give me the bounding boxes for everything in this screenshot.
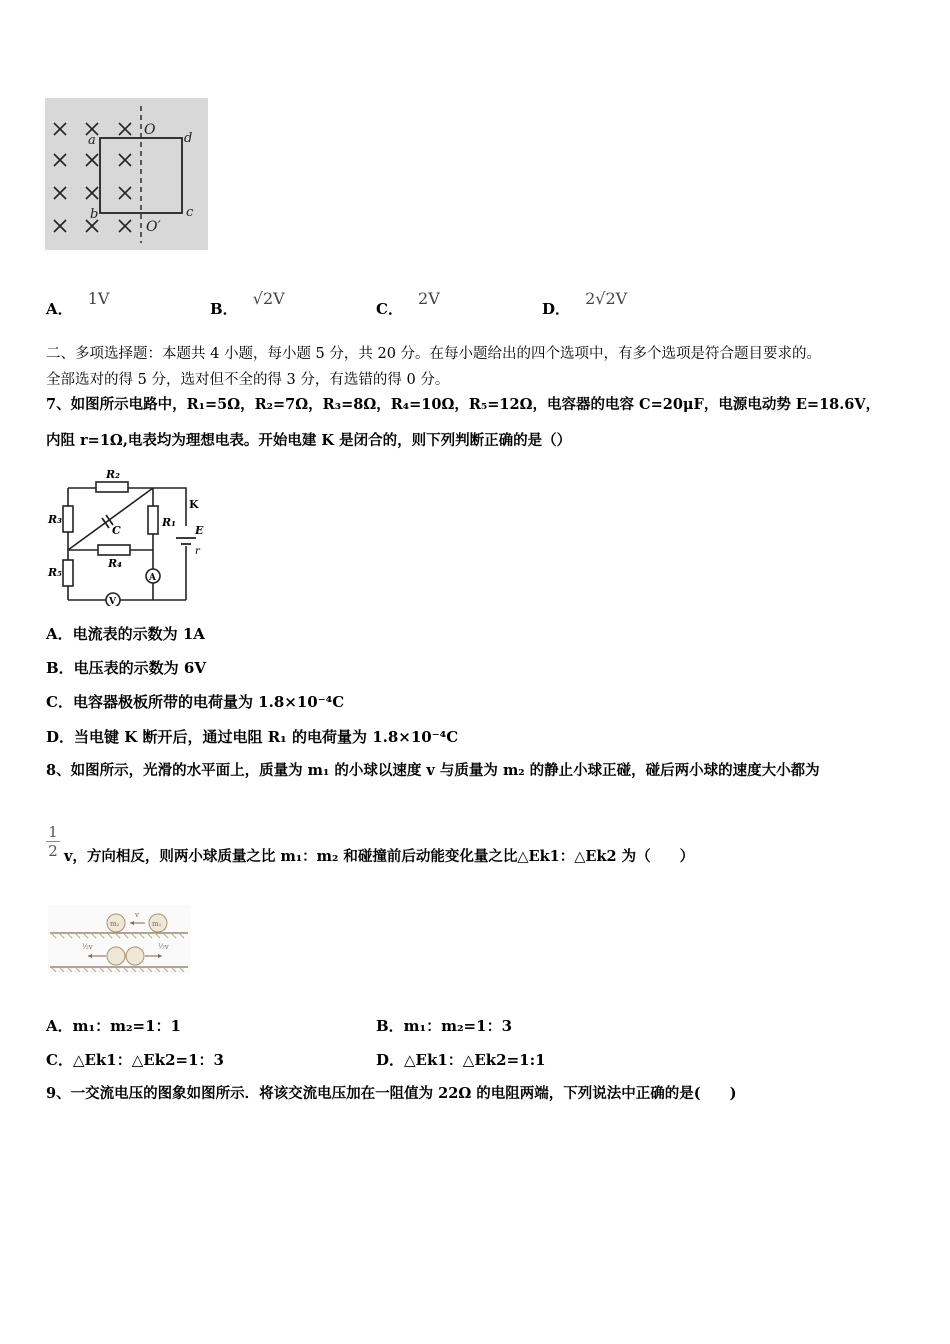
label-ammeter: A xyxy=(149,573,156,583)
option-letter: A． xyxy=(46,300,73,318)
label-c: c xyxy=(186,205,194,220)
section2-line2: 全部选对的得 5 分，选对但不全的得 3 分，有选错的得 0 分。 xyxy=(46,372,450,388)
q8-fraction xyxy=(46,824,60,860)
option-letter: D． xyxy=(542,300,571,318)
resistor-r3 xyxy=(63,506,73,532)
ball-m1-after xyxy=(126,947,144,965)
q7-circuit-figure xyxy=(46,466,216,606)
label-b: b xyxy=(90,207,99,222)
resistor-r4 xyxy=(98,545,130,555)
q7-option-b: B．电压表的示数为 6V xyxy=(46,659,206,677)
option-letter: C． xyxy=(376,300,403,318)
battery-e xyxy=(176,538,196,544)
q8-option-c: C．△Ek1：△Ek2=1：3 xyxy=(46,1051,224,1069)
q9-stem-line1: 9、一交流电压的图象如图所示．将该交流电压加在一阻值为 22Ω 的电阻两端，下列说法中正确的是( ) xyxy=(46,1085,737,1102)
q6-magnetic-field-figure xyxy=(45,98,208,250)
q7-option-c: C．电容器极板所带的电荷量为 1.8×10⁻⁴C xyxy=(46,693,345,711)
option-value: 2√2V xyxy=(585,289,628,308)
label-v: v xyxy=(135,911,139,919)
label-r3: R₃ xyxy=(48,513,62,526)
option-value: 1V xyxy=(87,289,110,308)
label-r2: R₂ xyxy=(106,468,120,481)
ball-m2-after xyxy=(107,947,125,965)
label-half-v-right: ½v xyxy=(158,943,169,951)
label-o-prime: O′ xyxy=(146,219,161,235)
label-voltmeter: V xyxy=(109,597,116,606)
resistor-r2 xyxy=(96,482,128,492)
q8-stem-line2: v，方向相反，则两小球质量之比 m₁：m₂ 和碰撞前后动能变化量之比△Ek1：△Ek2 为（ ） xyxy=(64,848,695,865)
option-value: 2V xyxy=(418,289,440,308)
label-m2: m₂ xyxy=(110,920,120,928)
label-e: E xyxy=(195,524,204,537)
q6-option-b xyxy=(210,289,285,319)
option-letter: B． xyxy=(210,300,238,318)
label-half-v-left: ½v xyxy=(82,943,93,951)
q6-option-c xyxy=(376,289,440,319)
label-k: K xyxy=(189,498,199,511)
q7-option-a: A．电流表的示数为 1A xyxy=(46,625,205,643)
q8-option-d: D．△Ek1：△Ek2=1:1 xyxy=(376,1051,546,1069)
label-c: C xyxy=(112,524,121,537)
fraction-denominator: 2 xyxy=(46,841,60,860)
label-m1: m₁ xyxy=(152,920,162,928)
q8-stem-line1: 8、如图所示，光滑的水平面上，质量为 m₁ 的小球以速度 v 与质量为 m₂ 的静止小球正碰，碰后两小球的速度大小都为 xyxy=(46,762,820,779)
q8-collision-figure xyxy=(48,905,190,975)
resistor-r5 xyxy=(63,560,73,586)
label-r: r xyxy=(195,546,200,557)
q7-stem-line2: 内阻 r=1Ω,电表均为理想电表。开始电建 K 是闭合的，则下列判断正确的是（） xyxy=(46,432,572,449)
q8-option-b: B．m₁：m₂=1：3 xyxy=(376,1017,513,1035)
section2-line1: 二、多项选择题：本题共 4 小题，每小题 5 分，共 20 分。在每小题给出的四个选项中，有多个选项是符合题目要求的。 xyxy=(46,346,822,362)
q6-option-a xyxy=(46,289,110,319)
label-r4: R₄ xyxy=(108,557,122,570)
q7-option-d: D．当电键 K 断开后，通过电阻 R₁ 的电荷量为 1.8×10⁻⁴C xyxy=(46,728,459,746)
q6-option-d xyxy=(542,289,628,319)
resistor-r1 xyxy=(148,506,158,534)
label-r5: R₅ xyxy=(48,566,62,579)
label-o: O xyxy=(144,122,156,138)
label-r1: R₁ xyxy=(162,516,176,529)
label-d: d xyxy=(184,131,193,146)
q8-option-a: A．m₁：m₂=1：1 xyxy=(46,1017,181,1035)
q7-stem-line1: 7、如图所示电路中，R₁=5Ω，R₂=7Ω，R₃=8Ω，R₄=10Ω，R₅=12Ω，电容器的电容 C=20μF，电源电动势 E=18.6V， xyxy=(46,396,881,413)
option-value: √2V xyxy=(252,289,285,308)
fraction-numerator: 1 xyxy=(48,823,58,841)
label-a: a xyxy=(88,133,96,148)
